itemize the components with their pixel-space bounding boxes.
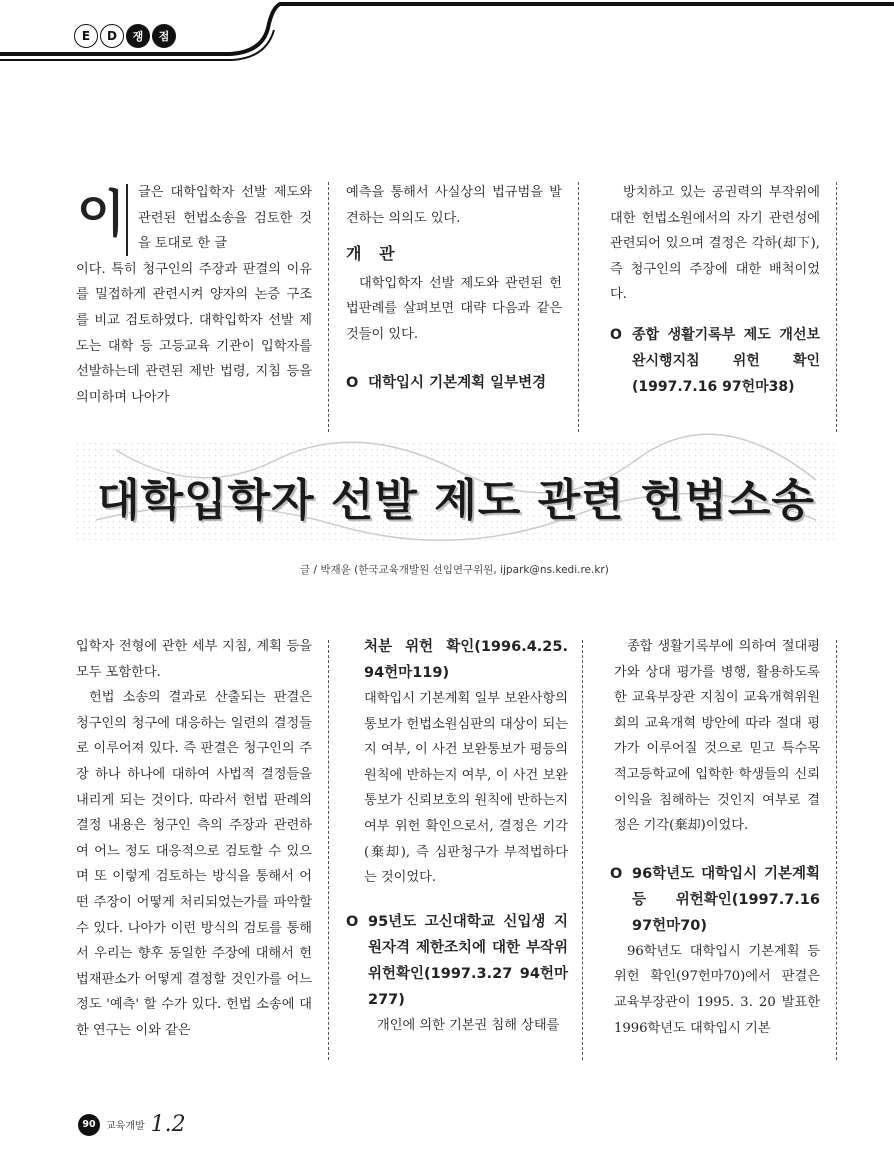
bottom-column-3 [610, 634, 820, 1041]
top-column-1 [76, 180, 312, 410]
page-number: 90 [78, 1114, 100, 1136]
subhead-kosin-university [346, 909, 568, 1013]
bottom-col2-paragraph-2: 개인에 의한 기본권 침해 상태를 [377, 1017, 560, 1033]
column-divider [578, 182, 579, 432]
subhead-text: 96학년도 대학입시 기본계획 등 위헌확인(1997.7.16 97헌마70) [632, 865, 820, 934]
bullet-circle-icon: O [610, 326, 622, 343]
bottom-column-1 [76, 634, 312, 1044]
magazine-name: 교육개발 [106, 1121, 145, 1132]
bottom-col3-paragraph-2: 96학년도 대학입시 기본계획 등 위헌 확인(97헌마70)에서 판결은 교육부장관이 1995. 3. 20 발표한 1996학년도 대학입시 기본 [614, 943, 820, 1036]
bottom-col1-paragraph-2: 헌법 소송의 결과로 산출되는 판결은 청구인의 청구에 대응하는 일련의 결정들로 이루어져 있다. 즉 판결은 청구인의 주장 하나 하나에 대하여 사법적 결정들을 내리게 되는 것이다. 따라서 헌법 판례의 결정 내용은 청구인 측의 주장과 관련하여 어느 정도 대응적으로 검토할 수 있으며 또 이렇게 검토하는 방식을 통해서 어떤 주장이 어떻게 처리되었는가를 파악할 수 있다. 나아가 이런 방식의 검토를 통해서 우리는 향후 동일한 주장에 대해서 헌법재판소가 어떻게 결정할 것인가를 어느 정도 '예측' 할 수가 있다. 헌법 소송에 대한 연구는 이와 같은 [76, 690, 312, 1038]
top-col2-paragraph-2: 대학입학자 선발 제도와 관련된 헌법판례를 살펴보면 대략 다음과 같은 것들이 있다. [346, 275, 562, 342]
author-byline: 글 / 박재윤 (한국교육개발원 선임연구위원, ijpark@ns.kedi.re.kr) [300, 564, 609, 576]
badge-jeom: 점 [152, 24, 176, 48]
bullet-circle-icon: O [346, 913, 359, 930]
page-footer [78, 1112, 186, 1137]
subhead-continuation: 처분 위헌 확인(1996.4.25. 94헌마119) [364, 639, 568, 681]
bottom-col1-paragraph-1: 입학자 전형에 관한 세부 지침, 계획 등을 모두 포함한다. [76, 639, 312, 680]
bottom-col3-paragraph-1: 종합 생활기록부에 의하여 절대평가와 상대 평가를 병행, 활용하도록 한 교육부장관 지침이 교육개혁위원회의 교육개혁 방안에 따라 절대 평가가 이루어질 것으로 믿고 특수목적고등학교에 입학한 학생들의 신뢰 이익을 침해하는 것인지 여부로 결정은 기각(棄却)이었다. [614, 639, 820, 834]
article-title: 대학입학자 선발 제도 관련 헌법소송 [97, 475, 815, 526]
bullet-circle-icon: O [346, 374, 359, 391]
badge-e: E [74, 24, 98, 48]
subhead-text: 95년도 고신대학교 신입생 지원자격 제한조치에 대한 부작위 위헌확인(1997.3.27 94헌마277) [368, 913, 568, 1008]
issue-number: 1.2 [150, 1112, 186, 1137]
top-col3-paragraph-1: 방치하고 있는 공권력의 부작위에 대한 헌법소원에서의 자기 관련성에 관련되어 있으며 결정은 각하(却下), 즉 청구인의 주장에 대한 배척이었다. [610, 185, 820, 303]
intro-rest: 이다. 특히 청구인의 주장과 판결의 이유를 밀접하게 관련시켜 양자의 논증 구조를 비교 검토하였다. 대학입학자 선발 제도는 대학 등 고등교육 기관이 입학자를 선발하는데 관련된 제반 법령, 지침 등을 의미하며 나아가 [76, 261, 312, 405]
bullet-circle-icon: O [610, 865, 623, 882]
section-title-overview: 개 관 [346, 244, 401, 264]
badge-d: D [100, 24, 124, 48]
title-band [76, 430, 836, 550]
top-column-3 [610, 180, 820, 400]
column-divider [836, 640, 837, 1060]
subhead-student-record [610, 322, 820, 400]
subhead-admission-plan-change [346, 370, 562, 396]
column-divider [328, 182, 329, 432]
bottom-column-2 [346, 634, 568, 1038]
column-divider [582, 640, 583, 1060]
top-col2-paragraph-1: 예측을 통해서 사실상의 법규범을 발견하는 의의도 있다. [346, 185, 562, 226]
dropcap: 이 [76, 184, 128, 256]
top-column-2 [346, 180, 562, 396]
bottom-col2-paragraph-1: 대학입시 기본계획 일부 보완사항의 통보가 헌법소원심판의 대상이 되는지 여부, 이 사건 보완통보가 평등의 원칙에 반하는지 여부, 이 사건 보완통보가 신뢰보호의 원칙에 반하는지 여부 위헌 확인으로서, 결정은 기각(棄却), 즉 심판청구가 부적법하다는 것이었다. [364, 691, 568, 886]
section-badges [74, 24, 176, 48]
badge-jaeng: 쟁 [126, 24, 150, 48]
subhead-text: 대학입시 기본계획 일부변경 [368, 374, 547, 391]
subhead-text: 종합 생활기록부 제도 개선보완시행지침 위헌 확인(1997.7.16 97헌마38) [632, 326, 820, 395]
intro-first-lines: 글은 대학입학자 선발 제도와 관련된 헌법소송을 검토한 것을 토대로 한 글 [138, 185, 312, 252]
column-divider [328, 640, 329, 1060]
subhead-96-admission-plan [610, 861, 820, 939]
column-divider [836, 182, 837, 432]
